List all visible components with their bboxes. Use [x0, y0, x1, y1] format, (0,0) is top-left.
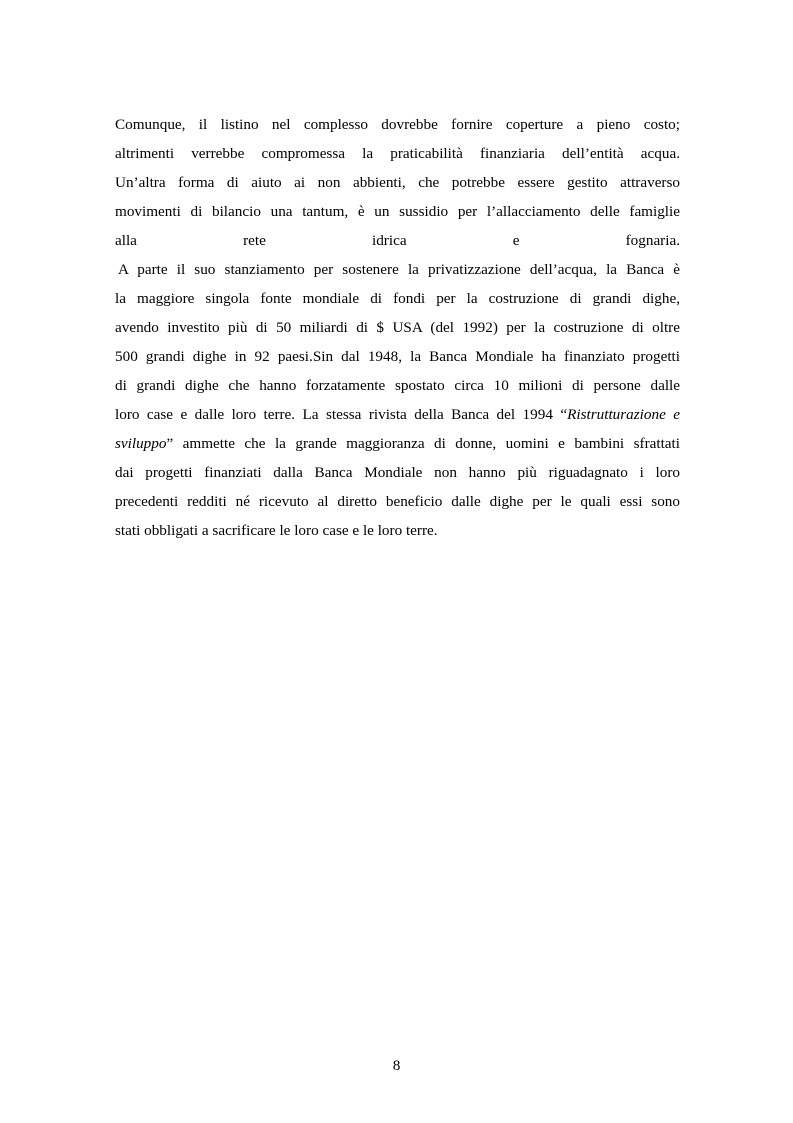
- text-line-4: movimenti di bilancio una tantum, è un sussidio per l’allacciamento delle famiglie: [115, 203, 680, 220]
- text-line-9: 500 grandi dighe in 92 paesi.Sin dal 1948, la Banca Mondiale ha finanziato progetti: [115, 348, 680, 365]
- text-line-1: Comunque, il listino nel complesso dovrebbe fornire coperture a pieno costo;: [115, 116, 680, 133]
- text-line-14: precedenti redditi né ricevuto al diretto beneficio dalle dighe per le quali essi sono: [115, 493, 680, 510]
- text-line-5: alla rete idrica e fognaria.: [115, 232, 680, 249]
- text-line-12-roman: ” ammette che la grande maggioranza di donne, uomini e bambini sfrattati: [166, 435, 680, 452]
- text-line-13: dai progetti finanziati dalla Banca Mondiale non hanno più riguadagnato i loro: [115, 464, 680, 481]
- journal-title-part-2: sviluppo: [115, 435, 167, 452]
- body-text: [115, 110, 680, 545]
- text-line-6: A parte il suo stanziamento per sostenere la privatizzazione dell’acqua, la Banca è: [118, 261, 680, 278]
- text-line-11: [115, 400, 680, 429]
- text-line-15: stati obbligati a sacrificare le loro case e le loro terre.: [115, 522, 438, 539]
- text-line-10: di grandi dighe che hanno forzatamente spostato circa 10 milioni di persone dalle: [115, 377, 680, 394]
- text-line-3: Un’altra forma di aiuto ai non abbienti, che potrebbe essere gestito attraverso: [115, 174, 680, 191]
- text-line-2: altrimenti verrebbe compromessa la praticabilità finanziaria dell’entità acqua.: [115, 145, 680, 162]
- text-line-12: [115, 429, 680, 458]
- text-line-11-roman: loro case e dalle loro terre. La stessa rivista della Banca del 1994 “: [115, 406, 568, 423]
- text-line-7: la maggiore singola fonte mondiale di fondi per la costruzione di grandi dighe,: [115, 290, 680, 307]
- text-line-8: avendo investito più di 50 miliardi di $ USA (del 1992) per la costruzione di oltre: [115, 319, 680, 336]
- journal-title-part-1: Ristrutturazione e: [567, 406, 680, 423]
- page-number: 8: [392, 1057, 401, 1074]
